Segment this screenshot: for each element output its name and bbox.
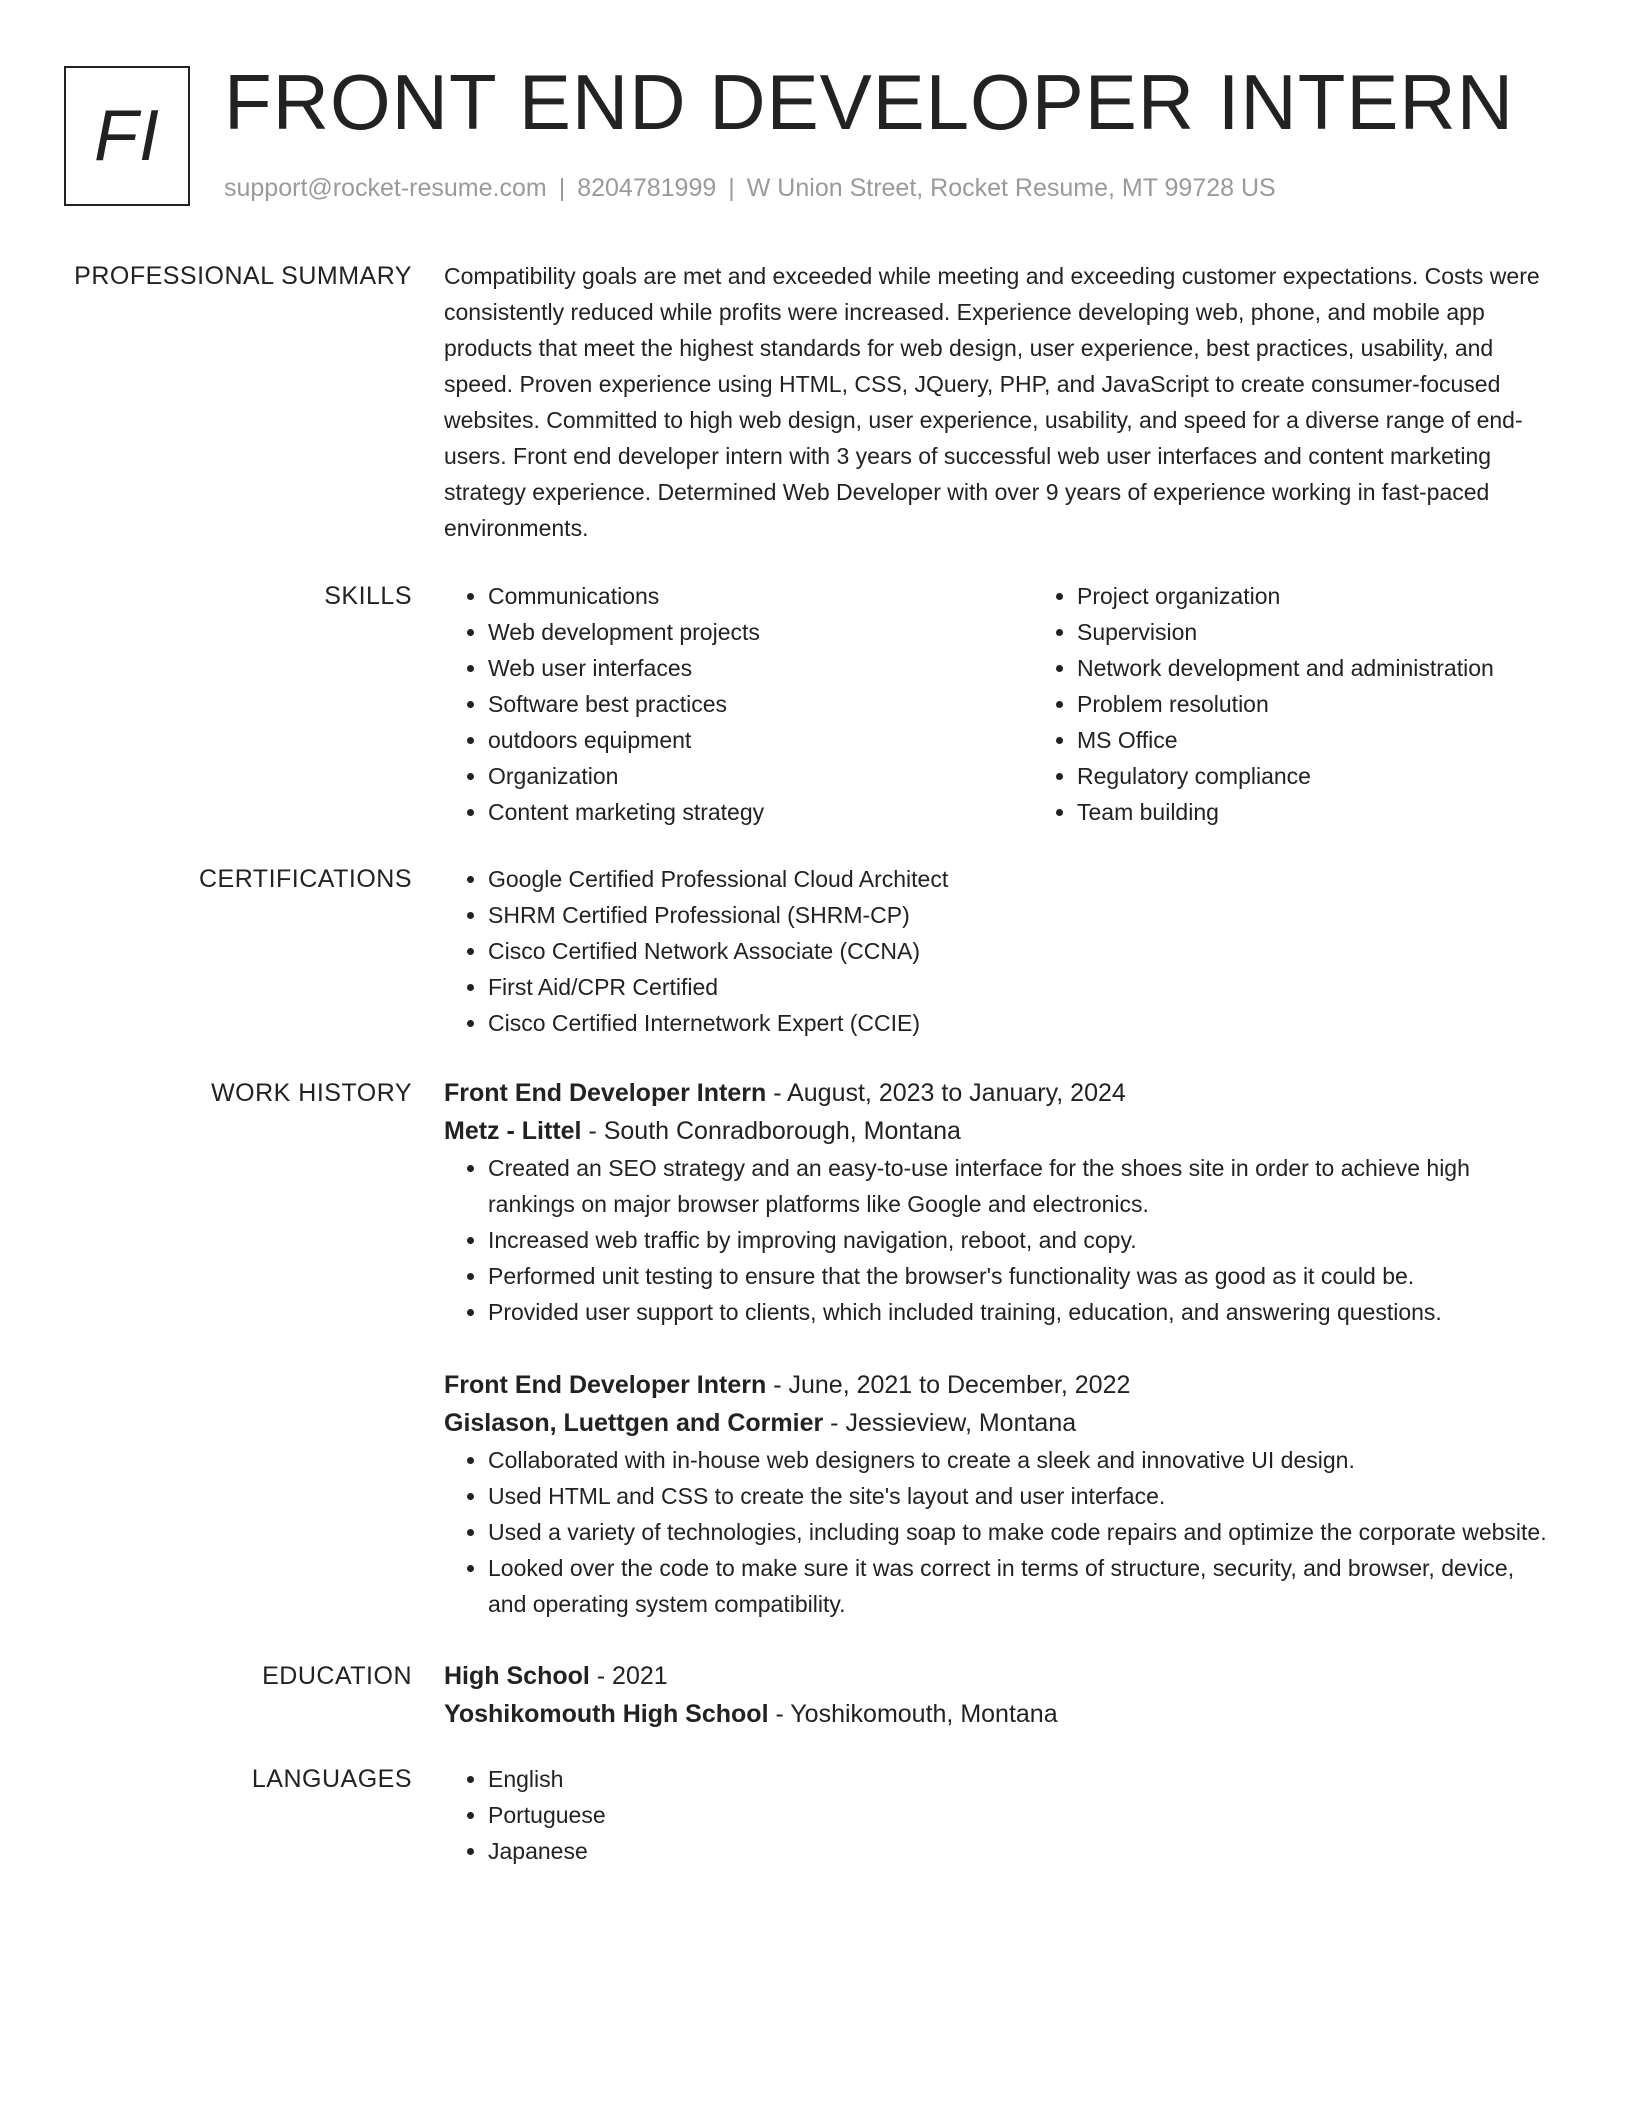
certification-item: • Cisco Certified Internetwork Expert (CCIE) [488,1005,1554,1041]
education-degree-line [444,1657,1554,1695]
job-entry [444,1074,1554,1330]
job-duties-list [444,1442,1554,1622]
languages-list [444,1761,1554,1869]
language-item: • English [488,1761,1554,1797]
language-item: • Japanese [488,1833,1554,1869]
skill-item: • Supervision [1077,614,1622,650]
summary-body [444,258,1554,546]
summary-text: Compatibility goals are met and exceeded while meeting and exceeding customer expectations. Costs were consistently reduced while profits were increased. Experience developing web, phone, and mobile app products that meet the highest standards for web design, user experience, best practices, usability, and speed. Proven experience using HTML, CSS, JQuery, PHP, and JavaScript to create consumer-focused websites. Committed to high web design, user experience, usability, and speed for a diverse range of end-users. Front end developer intern with 3 years of successful web user interfaces and content marketing strategy experience. Determined Web Developer with over 9 years of experience working in fast-paced environments. [444,263,1540,541]
contact-phone: 8204781999 [577,174,717,202]
job-title-line [444,1074,1554,1112]
contact-line [224,174,1276,203]
education-school: Yoshikomouth High School [444,1700,769,1728]
education-label: EDUCATION [262,1662,412,1690]
contact-address: W Union Street, Rocket Resume, MT 99728 US [746,174,1276,202]
job-duty-item: • Performed unit testing to ensure that the browser's functionality was as good as it could be. [488,1258,1554,1294]
certifications-section [0,861,1632,1041]
job-title: Front End Developer Intern [444,1079,767,1107]
skills-body [444,578,1554,830]
job-entry [444,1366,1554,1622]
skill-item: • Problem resolution [1077,686,1622,722]
certification-item: • Google Certified Professional Cloud Architect [488,861,1554,897]
job-duty-item: • Collaborated with in-house web designers to create a sleek and innovative UI design. [488,1442,1554,1478]
skill-item: • Web development projects [488,614,1033,650]
certifications-list [444,861,1554,1041]
work-history-section [0,1074,1632,1622]
job-duty-item: • Created an SEO strategy and an easy-to-use interface for the shoes site in order to achieve high rankings on major browser platforms like Google and electronics. [488,1150,1554,1222]
job-dates: - June, 2021 to December, 2022 [766,1371,1131,1399]
skill-item: • Content marketing strategy [488,794,1033,830]
skills-list-left [444,578,1033,830]
work-history-body [444,1074,1554,1622]
summary-label: PROFESSIONAL SUMMARY [74,262,412,290]
certifications-label: CERTIFICATIONS [198,865,412,893]
certification-item: • SHRM Certified Professional (SHRM-CP) [488,897,1554,933]
skill-item: • Network development and administration [1077,650,1622,686]
job-duties-list [444,1150,1554,1330]
job-location: - South Conradborough, Montana [581,1117,961,1145]
languages-body [444,1761,1554,1869]
education-school-line [444,1695,1554,1733]
education-degree: High School [444,1662,590,1690]
skill-item: • Project organization [1077,578,1622,614]
job-company: Metz - Littel [444,1117,582,1145]
skill-item: • Web user interfaces [488,650,1033,686]
summary-section [0,258,1632,546]
contact-separator: | [558,174,566,202]
job-company-line [444,1404,1554,1442]
job-duty-item: • Used a variety of technologies, including soap to make code repairs and optimize the corporate website. [488,1514,1554,1550]
resume-content [0,258,1632,1869]
job-duty-item: • Increased web traffic by improving navigation, reboot, and copy. [488,1222,1554,1258]
job-company: Gislason, Luettgen and Cormier [444,1409,824,1437]
skills-section [0,578,1632,830]
contact-separator: | [728,174,735,202]
contact-email: support@rocket-resume.com [224,174,547,202]
certifications-body [444,861,1554,1041]
skill-item: • Communications [488,578,1033,614]
languages-label: LANGUAGES [251,1765,412,1793]
skill-item: • MS Office [1077,722,1622,758]
job-title-line [444,1366,1554,1404]
skill-item: • Team building [1077,794,1622,830]
job-duty-item: • Provided user support to clients, which included training, education, and answering questions. [488,1294,1554,1330]
job-duty-item: • Looked over the code to make sure it was correct in terms of structure, security, and browser, device, and operating system compatibility. [488,1550,1554,1622]
job-dates: - August, 2023 to January, 2024 [766,1079,1126,1107]
monogram-logo: FI [64,66,190,206]
languages-section [0,1761,1632,1869]
language-item: • Portuguese [488,1797,1554,1833]
job-title: Front End Developer Intern [444,1371,767,1399]
resume-title: FRONT END DEVELOPER INTERN [224,58,1515,146]
certification-item: • Cisco Certified Network Associate (CCNA) [488,933,1554,969]
job-duty-item: • Used HTML and CSS to create the site's layout and user interface. [488,1478,1554,1514]
skill-item: • Regulatory compliance [1077,758,1622,794]
education-year: - 2021 [589,1662,668,1690]
certification-item: • First Aid/CPR Certified [488,969,1554,1005]
skill-item: • Organization [488,758,1033,794]
skills-label: SKILLS [324,582,412,610]
job-company-line [444,1112,1554,1150]
job-location: - Jessieview, Montana [823,1409,1077,1437]
skill-item: • Software best practices [488,686,1033,722]
education-section [0,1657,1632,1733]
work-history-label: WORK HISTORY [211,1079,412,1107]
skills-list-right [1033,578,1622,830]
skill-item: • outdoors equipment [488,722,1033,758]
education-body [444,1657,1554,1733]
education-location: - Yoshikomouth, Montana [768,1700,1058,1728]
